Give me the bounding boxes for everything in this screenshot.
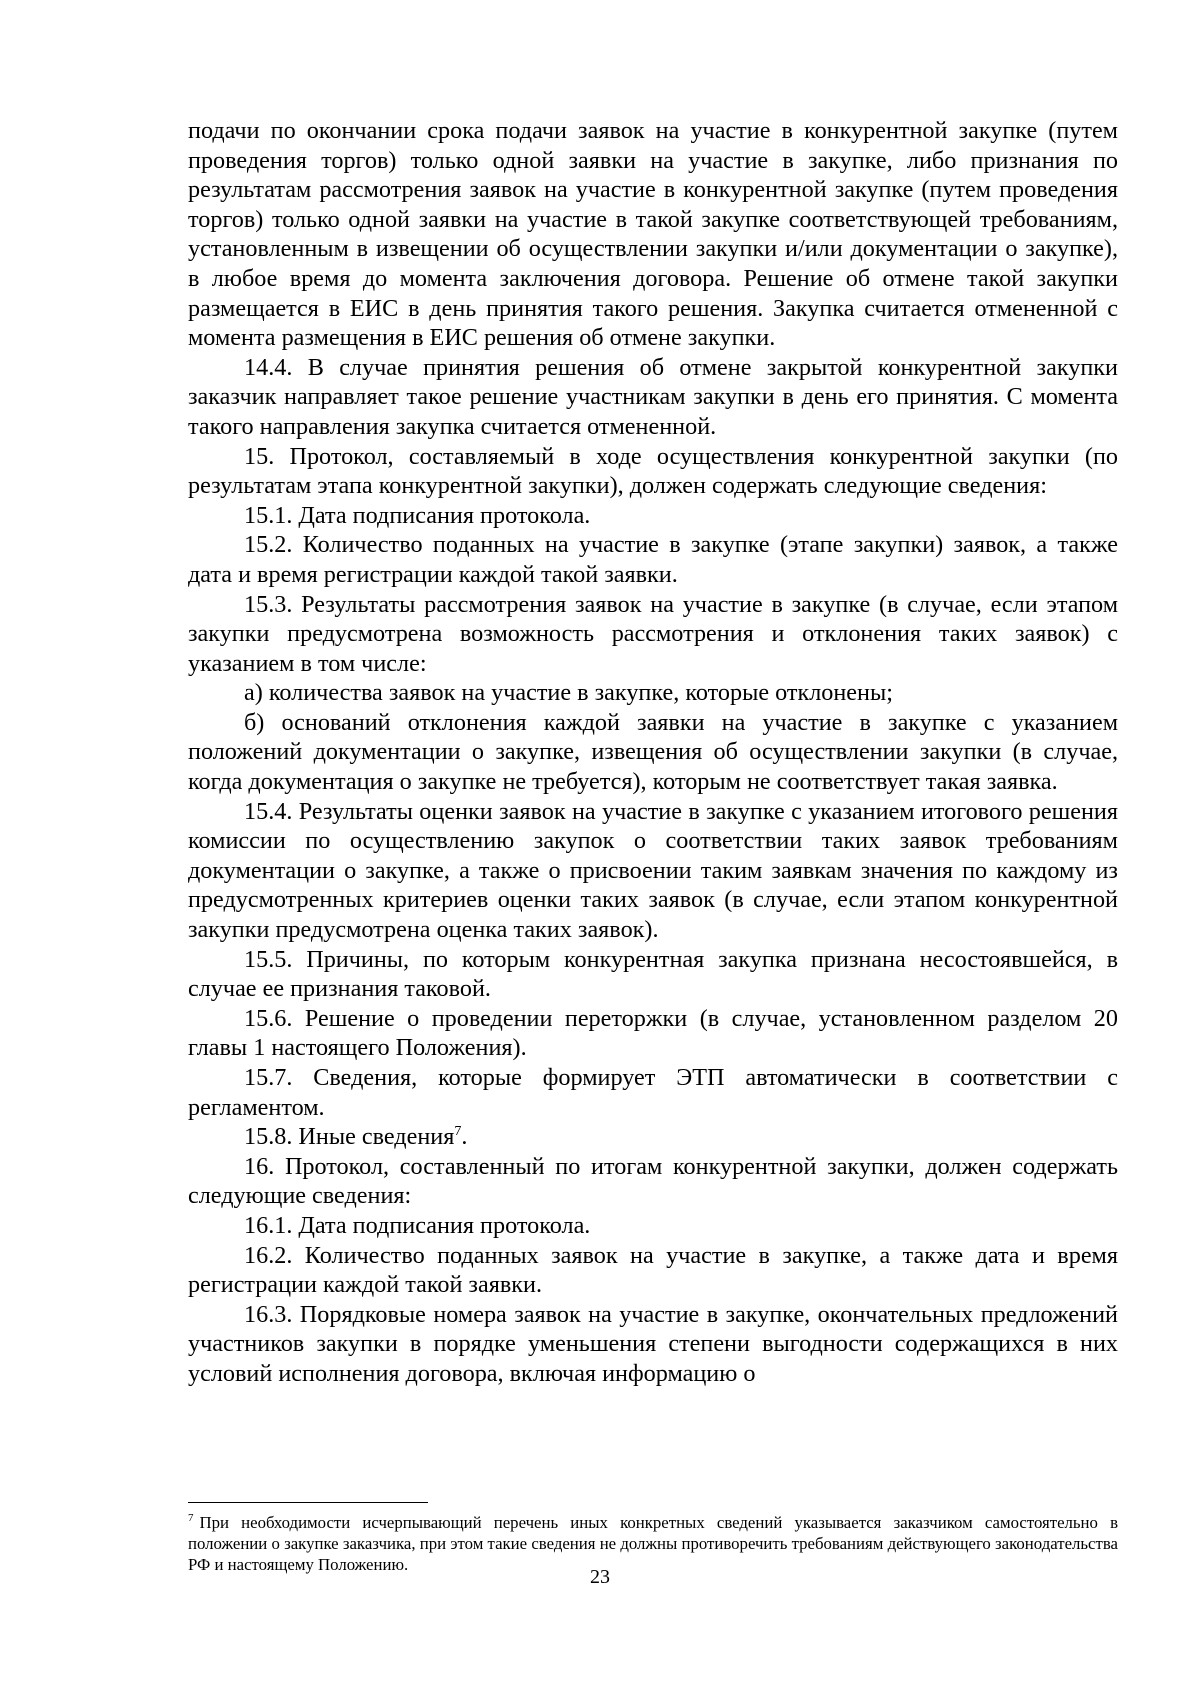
paragraph-16: 16. Протокол, составленный по итогам конкурентной закупки, должен содержать следующие сведения: xyxy=(188,1152,1118,1210)
paragraph-15-8 xyxy=(188,1122,1118,1152)
paragraph-continuation: подачи по окончании срока подачи заявок на участие в конкурентной закупке (путем проведения торгов) только одной заявки на участие в закупке, либо признания по результатам рассмотрения заявок на участие в конкурентной закупке (путем проведения торгов) только одной заявки на участие в такой закупке соответствующей требованиям, установленным в извещении об осуществлении закупки и/или документации о закупке), в любое время до момента заключения договора. Решение об отмене такой закупки размещается в ЕИС в день принятия такого решения. Закупка считается отмененной с момента размещения в ЕИС решения об отмене закупки. xyxy=(188,117,1118,352)
paragraph-15-3-b: б) оснований отклонения каждой заявки на участие в закупке с указанием положений документации о закупке, извещения об осуществлении закупки (в случае, когда документация о закупке не требуется), которым не соответствует такая заявка. xyxy=(188,708,1118,796)
page-number: 23 xyxy=(590,1566,610,1588)
document-body xyxy=(188,116,1118,1389)
paragraph-16-3: 16.3. Порядковые номера заявок на участие в закупке, окончательных предложений участников закупки в порядке уменьшения степени выгодности содержащихся в них условий исполнения договора, включая информацию о xyxy=(188,1300,1118,1387)
paragraph-15-2: 15.2. Количество поданных на участие в закупке (этапе закупки) заявок, а также дата и время регистрации каждой такой заявки. xyxy=(188,531,1118,588)
paragraph-15-6: 15.6. Решение о проведении переторжки (в случае, установленном разделом 20 главы 1 настоящего Положения). xyxy=(188,1004,1118,1062)
footnote-separator xyxy=(188,1502,428,1503)
paragraph-15-1: 15.1. Дата подписания протокола. xyxy=(244,501,591,529)
footnote-marker: 7 xyxy=(188,1512,194,1525)
paragraph-15-8-period: . xyxy=(461,1123,468,1151)
paragraph-15-8-text: 15.8. Иные сведения xyxy=(244,1123,455,1151)
paragraph-16-2: 16.2. Количество поданных заявок на участие в закупке, а также дата и время регистрации каждой такой заявки. xyxy=(188,1241,1118,1299)
paragraph-15-7: 15.7. Сведения, которые формирует ЭТП автоматически в соответствии с регламентом. xyxy=(188,1064,1118,1121)
footnote-text: При необходимости исчерпывающий перечень иных конкретных сведений указывается заказчиком самостоятельно в положении о закупке заказчика, при этом такие сведения не должны противоречить требованиям действующего законодательства РФ и настоящему Положению. xyxy=(188,1513,1118,1574)
paragraph-14-4: 14.4. В случае принятия решения об отмене закрытой конкурентной закупки заказчик направляет такое решение участникам закупки в день его принятия. С момента такого направления закупка считается отмененной. xyxy=(188,353,1118,440)
paragraph-16-1: 16.1. Дата подписания протокола. xyxy=(244,1211,591,1239)
paragraph-15-3: 15.3. Результаты рассмотрения заявок на участие в закупке (в случае, если этапом закупки предусмотрена возможность рассмотрения и отклонения таких заявок) с указанием в том числе: xyxy=(188,590,1118,677)
paragraph-15-3-a: а) количества заявок на участие в закупке, которые отклонены; xyxy=(244,679,893,707)
paragraph-15-4: 15.4. Результаты оценки заявок на участие в закупке с указанием итогового решения комиссии по осуществлению закупок о соответствии таких заявок требованиям документации о закупке, а также о присвоении таким заявкам значения по каждому из предусмотренных критериев оценки таких заявок (в случае, если этапом конкурентной закупки предусмотрена оценка таких заявок). xyxy=(188,797,1118,944)
paragraph-15-5: 15.5. Причины, по которым конкурентная закупка признана несостоявшейся, в случае ее признания таковой. xyxy=(188,945,1118,1003)
paragraph-15: 15. Протокол, составляемый в ходе осуществления конкурентной закупки (по результатам этапа конкурентной закупки), должен содержать следующие сведения: xyxy=(188,442,1118,500)
footnote-reference[interactable]: 7 xyxy=(454,1124,462,1140)
